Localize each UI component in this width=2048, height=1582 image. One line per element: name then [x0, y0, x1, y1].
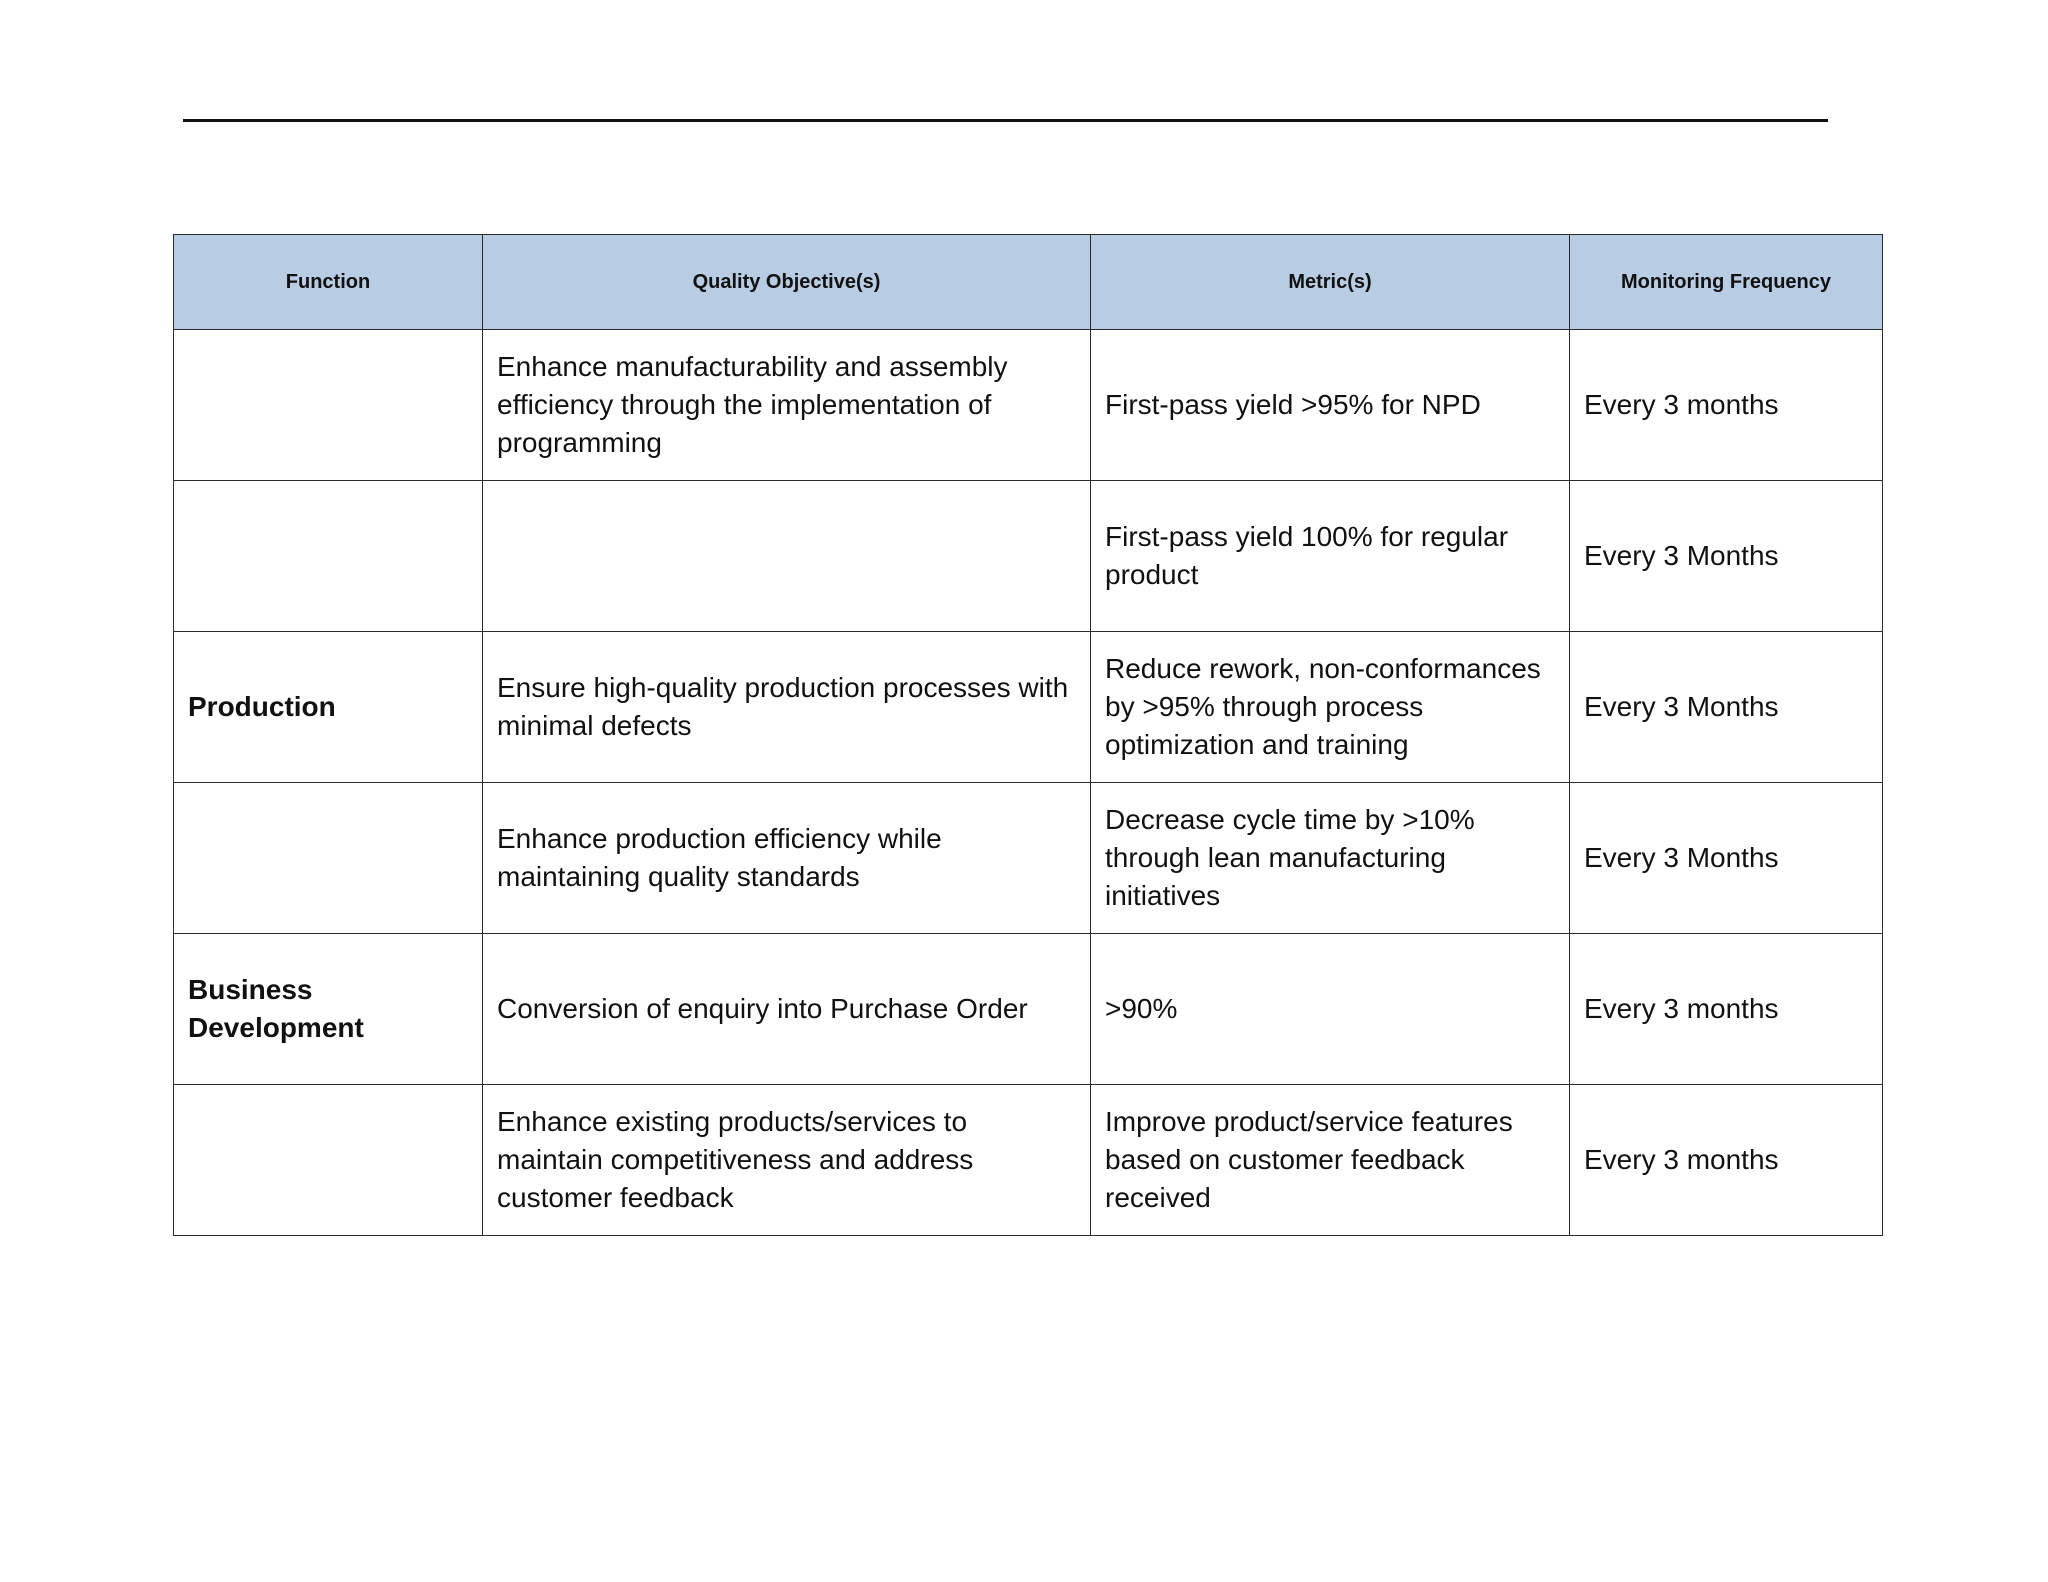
header-monitoring-frequency: Monitoring Frequency [1570, 235, 1883, 330]
metric-cell: First-pass yield >95% for NPD [1091, 330, 1570, 481]
frequency-cell: Every 3 months [1570, 330, 1883, 481]
objective-cell: Enhance manufacturability and assembly efficiency through the implementation of programming [483, 330, 1091, 481]
objective-cell: Enhance production efficiency while maintaining quality standards [483, 783, 1091, 934]
metric-cell: Decrease cycle time by >10% through lean manufacturing initiatives [1091, 783, 1570, 934]
metric-cell: >90% [1091, 934, 1570, 1085]
quality-objectives-table [173, 234, 1883, 1236]
function-cell [174, 783, 483, 934]
metric-cell: First-pass yield 100% for regular product [1091, 481, 1570, 632]
function-cell [174, 1085, 483, 1236]
frequency-cell: Every 3 Months [1570, 632, 1883, 783]
function-cell [174, 330, 483, 481]
function-cell: Production [174, 632, 483, 783]
header-rule [183, 119, 1828, 122]
table-row [174, 1085, 1883, 1236]
table-row [174, 632, 1883, 783]
table-row [174, 481, 1883, 632]
objective-cell: Enhance existing products/services to maintain competitiveness and address customer feedback [483, 1085, 1091, 1236]
header-metrics: Metric(s) [1091, 235, 1570, 330]
metric-cell: Reduce rework, non-conformances by >95% through process optimization and training [1091, 632, 1570, 783]
header-function: Function [174, 235, 483, 330]
objective-cell: Ensure high-quality production processes with minimal defects [483, 632, 1091, 783]
frequency-cell: Every 3 months [1570, 1085, 1883, 1236]
table-row [174, 934, 1883, 1085]
table-row [174, 330, 1883, 481]
objective-cell [483, 481, 1091, 632]
function-cell [174, 481, 483, 632]
header-quality-objectives: Quality Objective(s) [483, 235, 1091, 330]
frequency-cell: Every 3 Months [1570, 783, 1883, 934]
frequency-cell: Every 3 months [1570, 934, 1883, 1085]
table-header-row [174, 235, 1883, 330]
objective-cell: Conversion of enquiry into Purchase Order [483, 934, 1091, 1085]
frequency-cell: Every 3 Months [1570, 481, 1883, 632]
metric-cell: Improve product/service features based on customer feedback received [1091, 1085, 1570, 1236]
table-row [174, 783, 1883, 934]
function-cell: Business Development [174, 934, 483, 1085]
